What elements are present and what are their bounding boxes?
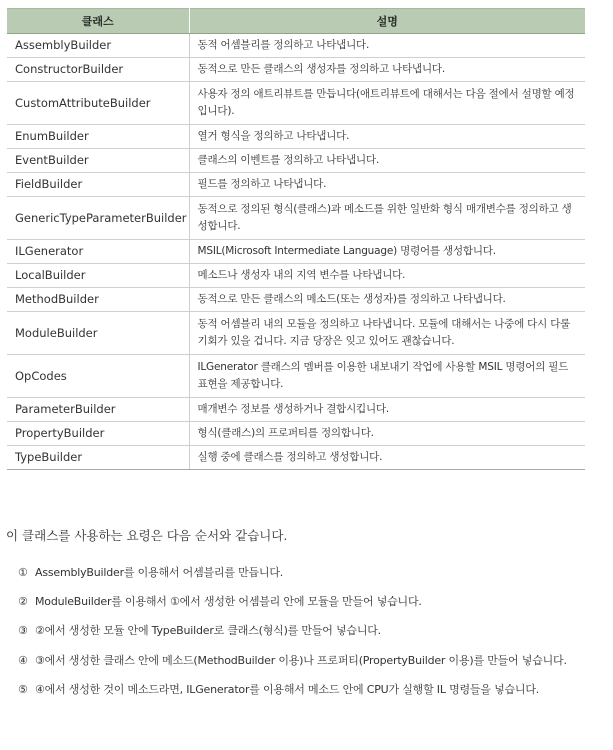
table-row: [7, 125, 585, 149]
column-header-description: 설명: [189, 9, 585, 34]
class-name-cell: EnumBuilder: [7, 125, 189, 149]
table-row: [7, 264, 585, 288]
list-item: [18, 621, 598, 640]
step-text: ④에서 생성한 것이 메소드라면, ILGenerator를 이용해서 메소드 안에 CPU가 실행할 IL 명령들을 넣습니다.: [35, 683, 540, 696]
table-row: [7, 34, 585, 58]
class-name-cell: LocalBuilder: [7, 264, 189, 288]
class-name-cell: TypeBuilder: [7, 446, 189, 470]
class-name-cell: GenericTypeParameterBuilder: [7, 197, 189, 240]
table-row: [7, 355, 585, 398]
step-number: ②: [18, 595, 28, 608]
description-cell: 동적으로 만든 클래스의 메소드(또는 생성자)를 정의하고 나타냅니다.: [189, 288, 585, 312]
description-cell: 동적으로 만든 클래스의 생성자를 정의하고 나타냅니다.: [189, 58, 585, 82]
description-cell: ILGenerator 클래스의 멤버를 이용한 내보내기 작업에 사용할 MSIL 명령어의 필드 표현을 제공합니다.: [189, 355, 585, 398]
description-cell: 메소드나 생성자 내의 지역 변수를 나타냅니다.: [189, 264, 585, 288]
step-text: ModuleBuilder를 이용해서 ①에서 생성한 어셈블리 안에 모듈을 만들어 넣습니다.: [35, 595, 422, 608]
table-row: [7, 173, 585, 197]
description-cell: 동적 어셈블리를 정의하고 나타냅니다.: [189, 34, 585, 58]
description-cell: 동적 어셈블리 내의 모듈을 정의하고 나타냅니다. 모듈에 대해서는 나중에 다시 다룰 기회가 있을 겁니다. 지금 당장은 잊고 있어도 괜찮습니다.: [189, 312, 585, 355]
description-cell: 동적으로 정의된 형식(클래스)과 메소드를 위한 일반화 형식 매개변수를 정의하고 생성합니다.: [189, 197, 585, 240]
class-name-cell: CustomAttributeBuilder: [7, 82, 189, 125]
list-item: [18, 680, 598, 699]
table-row: [7, 288, 585, 312]
table-row: [7, 82, 585, 125]
class-name-cell: OpCodes: [7, 355, 189, 398]
list-item: [18, 650, 598, 672]
step-number: ①: [18, 566, 28, 579]
step-text: ②에서 생성한 모듈 안에 TypeBuilder로 클래스(형식)를 만들어 넣습니다.: [35, 624, 381, 637]
table-row: [7, 312, 585, 355]
class-name-cell: PropertyBuilder: [7, 422, 189, 446]
table-row: [7, 197, 585, 240]
description-cell: 필드를 정의하고 나타냅니다.: [189, 173, 585, 197]
class-name-cell: AssemblyBuilder: [7, 34, 189, 58]
description-cell: 열거 형식을 정의하고 나타냅니다.: [189, 125, 585, 149]
step-text: AssemblyBuilder를 이용해서 어셈블리를 만듭니다.: [35, 566, 284, 579]
description-cell: 형식(클래스)의 프로퍼티를 정의합니다.: [189, 422, 585, 446]
class-name-cell: MethodBuilder: [7, 288, 189, 312]
step-number: ⑤: [18, 683, 28, 696]
table-row: [7, 422, 585, 446]
list-item: [18, 563, 598, 582]
class-name-cell: ConstructorBuilder: [7, 58, 189, 82]
step-text: ③에서 생성한 클래스 안에 메소드(MethodBuilder 이용)나 프로퍼티(PropertyBuilder 이용)를 만들어 넣습니다.: [35, 654, 567, 667]
class-table: [7, 8, 585, 470]
step-number: ④: [18, 654, 28, 667]
description-cell: MSIL(Microsoft Intermediate Language) 명령어를 생성합니다.: [189, 240, 585, 264]
steps-list: [18, 563, 598, 709]
class-name-cell: ParameterBuilder: [7, 398, 189, 422]
column-header-class: 클래스: [7, 9, 189, 34]
class-name-cell: EventBuilder: [7, 149, 189, 173]
description-cell: 실행 중에 클래스를 정의하고 생성합니다.: [189, 446, 585, 470]
table-row: [7, 446, 585, 470]
class-name-cell: ILGenerator: [7, 240, 189, 264]
description-cell: 매개변수 정보를 생성하거나 결합시킵니다.: [189, 398, 585, 422]
table-row: [7, 58, 585, 82]
class-name-cell: FieldBuilder: [7, 173, 189, 197]
class-name-cell: ModuleBuilder: [7, 312, 189, 355]
list-item: [18, 592, 598, 611]
description-cell: 사용자 정의 애트리뷰트를 만듭니다(애트리뷰트에 대해서는 다음 절에서 설명할 예정입니다).: [189, 82, 585, 125]
table-row: [7, 149, 585, 173]
description-cell: 클래스의 이벤트를 정의하고 나타냅니다.: [189, 149, 585, 173]
table-header-row: [7, 9, 585, 34]
step-number: ③: [18, 624, 28, 637]
intro-paragraph: 이 클래스를 사용하는 요령은 다음 순서와 같습니다.: [6, 528, 288, 543]
table-row: [7, 240, 585, 264]
table-row: [7, 398, 585, 422]
